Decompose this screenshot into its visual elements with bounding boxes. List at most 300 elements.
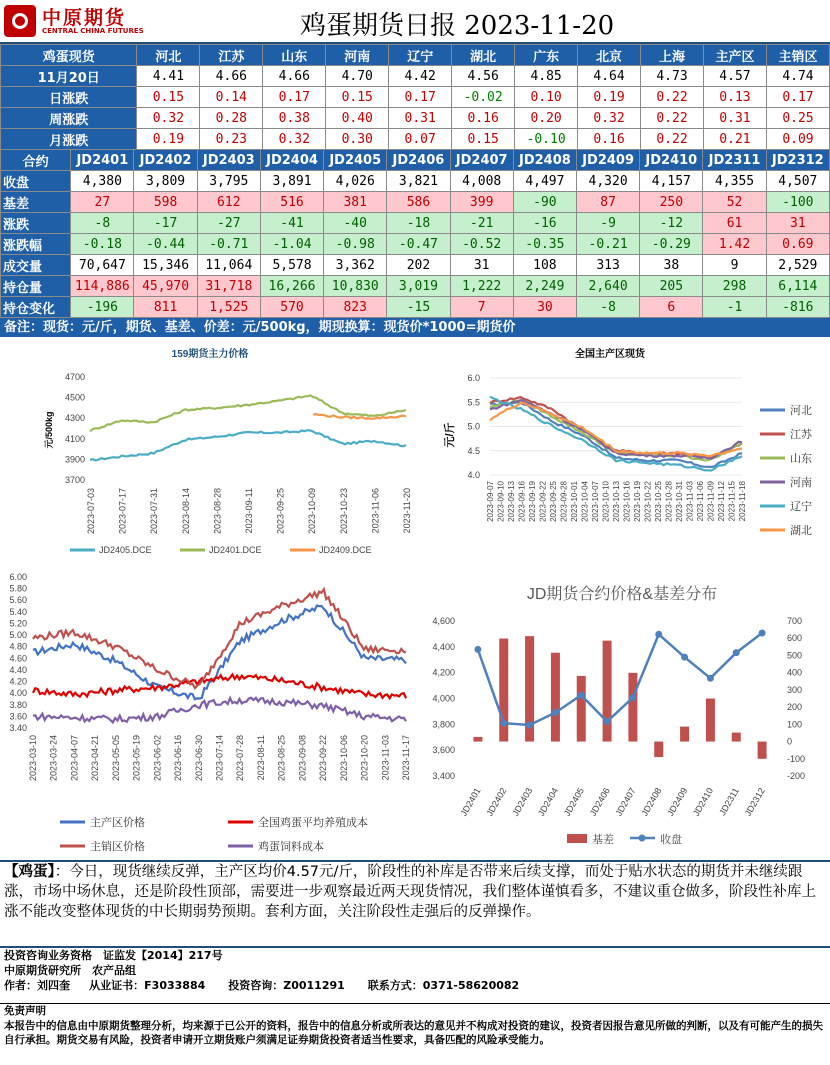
spot-cell: 0.22 <box>641 108 704 129</box>
x-tick-label: 2023-06-16 <box>173 735 184 782</box>
futures-cell: 38 <box>640 255 703 276</box>
spot-cell: 0.40 <box>326 108 389 129</box>
x-tick-label: 2023-09-11 <box>244 488 254 534</box>
x-tick-label: 2023-09-10 <box>496 481 506 522</box>
consult-id: 投资咨询：Z0011291 <box>228 979 345 992</box>
futures-cell: -0.35 <box>513 234 576 255</box>
spot-row <box>1 108 830 129</box>
x-category-label: JD2408 <box>639 786 664 818</box>
basis-bar <box>603 641 612 742</box>
y-right-tick-label: 300 <box>787 684 803 695</box>
futures-row-label: 涨跌幅 <box>1 234 71 255</box>
spot-cell: 0.28 <box>200 108 263 129</box>
basis-bar <box>732 733 741 742</box>
x-tick-label: 2023-10-25 <box>654 481 663 522</box>
x-tick-label: 2023-11-12 <box>717 481 726 522</box>
spot-cell: -0.10 <box>515 129 578 150</box>
x-category-label: JD2311 <box>717 786 741 818</box>
futures-cell: -27 <box>197 213 260 234</box>
legend-label: 主销区价格 <box>90 841 145 853</box>
x-tick-label: 2023-10-01 <box>570 481 579 522</box>
x-tick-label: 2023-04-07 <box>69 735 80 782</box>
x-tick-label: 2023-10-07 <box>591 481 600 522</box>
y-tick-label: 4.5 <box>467 445 480 456</box>
spot-cell: 0.17 <box>766 87 829 108</box>
futures-row <box>1 213 830 234</box>
x-category-label: JD2407 <box>613 786 638 818</box>
y-tick-label: 4700 <box>64 372 85 382</box>
legend-label: 江苏 <box>790 429 812 441</box>
spot-cell: 0.15 <box>452 129 515 150</box>
futures-cell: 202 <box>387 255 450 276</box>
close-point <box>759 630 766 637</box>
y-tick-label: 4.20 <box>9 676 27 687</box>
x-tick-label: 2023-10-19 <box>633 481 642 522</box>
spot-cell: 0.32 <box>263 129 326 150</box>
x-tick-label: 2023-10-13 <box>612 481 621 522</box>
spot-cell: 0.15 <box>326 87 389 108</box>
close-point <box>681 654 688 661</box>
futures-cell: 4,497 <box>513 171 576 192</box>
futures-cell: -0.71 <box>197 234 260 255</box>
y-tick-label: 3900 <box>64 454 85 465</box>
spot-price-table <box>0 44 830 150</box>
price-cost-chart <box>0 570 415 860</box>
spot-cell: 0.38 <box>263 108 326 129</box>
close-point <box>500 720 507 727</box>
spot-cell: 4.56 <box>452 66 515 87</box>
spot-cell: 0.13 <box>703 87 766 108</box>
spot-cell: 4.66 <box>200 66 263 87</box>
futures-cell: 250 <box>640 192 703 213</box>
futures-cell: 4,355 <box>703 171 766 192</box>
close-point <box>526 721 533 728</box>
futures-row <box>1 171 830 192</box>
disclaimer-title: 免责声明 <box>4 1005 46 1017</box>
spot-cell: 0.16 <box>578 129 641 150</box>
futures-cell: -0.98 <box>324 234 387 255</box>
y-tick-label: 5.60 <box>9 595 27 606</box>
y-right-tick-label: -200 <box>787 771 806 781</box>
disclaimer <box>0 1003 830 1048</box>
futures-cell: 3,891 <box>260 171 323 192</box>
spot-cell: 4.85 <box>515 66 578 87</box>
x-tick-label: 2023-10-09 <box>307 488 318 535</box>
futures-cell: 1.42 <box>703 234 766 255</box>
futures-row <box>1 297 830 318</box>
spot-cell: 0.22 <box>641 87 704 108</box>
x-tick-label: 2023-11-20 <box>402 488 412 534</box>
spot-cell: 0.17 <box>263 87 326 108</box>
futures-cell: -41 <box>260 213 323 234</box>
futures-header-cell: JD2311 <box>703 150 766 171</box>
futures-row-label: 收盘 <box>1 171 71 192</box>
x-category-label: JD2409 <box>665 786 690 818</box>
x-tick-label: 2023-09-22 <box>538 481 548 522</box>
spot-cell: 4.64 <box>578 66 641 87</box>
y-left-tick-label: 3,600 <box>432 745 455 756</box>
x-tick-label: 2023-10-10 <box>601 481 611 522</box>
y-right-tick-label: -100 <box>787 753 806 764</box>
logo-text-en: CENTRAL CHINA FUTURES <box>42 27 144 35</box>
basis-bar <box>654 742 663 758</box>
x-tick-label: 2023-06-02 <box>152 735 163 782</box>
y-tick-label: 6.0 <box>467 373 480 383</box>
x-tick-label: 2023-06-30 <box>193 735 204 782</box>
legend-label: 河南 <box>790 477 812 489</box>
futures-header-cell: JD2405 <box>324 150 387 171</box>
logo-text-cn: 中原期货 <box>42 7 127 29</box>
futures-cell: 5,578 <box>260 255 323 276</box>
spot-header-cell: 主产区 <box>703 45 766 66</box>
futures-cell: -816 <box>766 297 829 318</box>
futures-header-cell: JD2407 <box>450 150 513 171</box>
author-line <box>4 978 830 993</box>
x-tick-label: 2023-09-13 <box>507 481 516 522</box>
futures-cell: -0.29 <box>640 234 703 255</box>
futures-cell: -8 <box>71 213 134 234</box>
x-tick-label: 2023-08-25 <box>276 735 287 782</box>
x-category-label: JD2402 <box>484 786 509 818</box>
x-tick-label: 2023-10-20 <box>359 735 370 782</box>
x-tick-label: 2023-09-16 <box>517 481 527 522</box>
y-right-tick-label: 100 <box>787 719 803 730</box>
c3-line-1 <box>33 675 406 699</box>
x-tick-label: 2023-09-08 <box>297 735 308 782</box>
y-tick-label: 5.40 <box>9 606 27 617</box>
x-category-label: JD2401 <box>458 786 483 818</box>
spot-row <box>1 66 830 87</box>
futures-cell: 61 <box>703 213 766 234</box>
futures-row-label: 持仓量 <box>1 276 71 297</box>
basis-bar <box>680 727 689 742</box>
futures-cell: 11,064 <box>197 255 260 276</box>
x-tick-label: 2023-09-22 <box>318 735 329 782</box>
basis-bar <box>577 676 586 742</box>
futures-cell: 7 <box>450 297 513 318</box>
x-tick-label: 2023-08-14 <box>180 488 191 535</box>
main-contract-price-chart <box>0 340 415 568</box>
spot-header-cell: 江苏 <box>200 45 263 66</box>
futures-cell: 87 <box>577 192 640 213</box>
legend-label: 鸡蛋饲料成本 <box>258 841 324 853</box>
c3-line-0 <box>33 606 406 700</box>
spot-cell: 0.23 <box>200 129 263 150</box>
y-left-tick-label: 4,600 <box>432 616 455 626</box>
futures-cell: 6 <box>640 297 703 318</box>
x-category-label: JD2405 <box>561 786 586 818</box>
futures-cell: -1.04 <box>260 234 323 255</box>
x-tick-label: 2023-03-10 <box>28 735 38 782</box>
futures-table <box>0 149 830 318</box>
spot-cell: 0.17 <box>389 87 452 108</box>
y-tick-label: 5.80 <box>9 583 27 594</box>
close-point <box>604 718 611 725</box>
x-tick-label: 2023-11-18 <box>738 481 747 522</box>
chart-title: JD期货合约价格&基差分布 <box>526 586 718 603</box>
x-tick-label: 2023-09-28 <box>559 481 569 522</box>
report-header <box>0 0 830 44</box>
y-tick-label: 3.80 <box>9 699 27 710</box>
x-tick-label: 2023-07-31 <box>149 488 160 535</box>
futures-header-cell: JD2408 <box>513 150 576 171</box>
futures-cell: -18 <box>387 213 450 234</box>
futures-cell: -15 <box>387 297 450 318</box>
x-tick-label: 2023-10-06 <box>338 735 349 782</box>
futures-cell: 381 <box>324 192 387 213</box>
x-tick-label: 2023-10-04 <box>580 481 590 522</box>
futures-cell: 31 <box>766 213 829 234</box>
futures-header-cell: JD2401 <box>71 150 134 171</box>
futures-cell: 31 <box>450 255 513 276</box>
futures-cell: -17 <box>134 213 197 234</box>
futures-cell: 52 <box>703 192 766 213</box>
y-tick-label: 4.0 <box>467 470 480 480</box>
spot-cell: 0.32 <box>137 108 200 129</box>
futures-cell: 4,026 <box>324 171 387 192</box>
spot-cell: 0.16 <box>452 108 515 129</box>
futures-cell: -0.47 <box>387 234 450 255</box>
futures-cell: 205 <box>640 276 703 297</box>
spot-cell: 0.10 <box>515 87 578 108</box>
futures-cell: 516 <box>260 192 323 213</box>
comment-text: ：今日，现货继续反弹，主产区均价4.57元/斤，阶段性的补库是否带来后续支撑，而处于贴水状态的期货并未继续跟涨，市场中场休息，还是阶段性顶部，需要进一步观察最近两天现货情况，我们整体谨慎看多，不建议重仓做多，阶段性补库上涨不能改变整体现货的中长期弱势预期。套利方面，关注阶段性走强后的反弹操作。 <box>4 864 816 920</box>
spot-cell: 0.19 <box>137 129 200 150</box>
x-tick-label: 2023-11-17 <box>401 735 411 781</box>
y-axis-label: 元/500kg <box>44 411 54 449</box>
futures-cell: 70,647 <box>71 255 134 276</box>
futures-cell: 3,019 <box>387 276 450 297</box>
futures-cell: 6,114 <box>766 276 829 297</box>
x-tick-label: 2023-07-28 <box>235 735 246 782</box>
y-tick-label: 4100 <box>64 433 85 444</box>
close-point <box>629 694 636 701</box>
futures-cell: 30 <box>513 297 576 318</box>
futures-cell: -12 <box>640 213 703 234</box>
x-tick-label: 2023-09-19 <box>528 481 537 522</box>
futures-header-cell: JD2403 <box>197 150 260 171</box>
certificate: 从业证书：F3033884 <box>89 979 206 992</box>
spot-cell: 0.31 <box>389 108 452 129</box>
legend-label: JD2401.DCE <box>209 545 262 555</box>
x-category-label: JD2406 <box>587 786 612 818</box>
x-tick-label: 2023-07-17 <box>117 488 128 535</box>
spot-row-label: 日涨跌 <box>1 87 137 108</box>
qualification-line: 投资咨询业务资格 证监发【2014】217号 <box>4 949 223 962</box>
futures-cell: 313 <box>577 255 640 276</box>
legend-label: 河北 <box>790 405 812 417</box>
spot-cell: 0.15 <box>137 87 200 108</box>
x-tick-label: 2023-10-23 <box>338 488 349 535</box>
futures-cell: -9 <box>577 213 640 234</box>
spot-cell: 0.07 <box>389 129 452 150</box>
spot-cell: 0.25 <box>766 108 829 129</box>
spot-row <box>1 129 830 150</box>
x-tick-label: 2023-10-22 <box>643 481 653 522</box>
legend-label: JD2405.DCE <box>99 545 152 555</box>
basis-bar <box>551 653 560 742</box>
x-tick-label: 2023-08-11 <box>255 735 266 781</box>
close-point <box>733 649 740 656</box>
x-tick-label: 2023-11-09 <box>706 481 716 522</box>
x-tick-label: 2023-09-25 <box>275 488 286 535</box>
futures-cell: -0.21 <box>577 234 640 255</box>
spot-header-cell: 北京 <box>578 45 641 66</box>
c3-line-2 <box>33 589 406 688</box>
x-tick-label: 2023-11-06 <box>370 488 381 534</box>
spot-header-cell: 辽宁 <box>389 45 452 66</box>
close-line <box>478 633 762 725</box>
legend-label: 山东 <box>790 453 812 465</box>
x-tick-label: 2023-05-05 <box>110 735 121 782</box>
spot-header-cell: 河北 <box>137 45 200 66</box>
legend-label: 主产区价格 <box>90 817 145 829</box>
x-tick-label: 2023-08-28 <box>212 488 223 535</box>
y-right-tick-label: 200 <box>787 702 803 713</box>
x-category-label: JD2403 <box>510 786 535 818</box>
futures-cell: 3,821 <box>387 171 450 192</box>
y-tick-label: 4.60 <box>9 653 27 664</box>
futures-cell: 3,809 <box>134 171 197 192</box>
futures-cell: -0.44 <box>134 234 197 255</box>
futures-cell: 1,222 <box>450 276 513 297</box>
spot-cell: 4.70 <box>326 66 389 87</box>
futures-cell: 10,830 <box>324 276 387 297</box>
futures-cell: 31,718 <box>197 276 260 297</box>
x-tick-label: 2023-09-25 <box>549 481 558 522</box>
y-tick-label: 4.80 <box>9 641 27 652</box>
x-tick-label: 2023-03-24 <box>48 735 59 782</box>
y-tick-label: 6.00 <box>9 572 27 582</box>
spot-header-cell: 湖北 <box>452 45 515 66</box>
spot-row-label: 11月20日 <box>1 66 137 87</box>
spot-cell: 0.20 <box>515 108 578 129</box>
futures-cell: 598 <box>134 192 197 213</box>
close-point <box>707 675 714 682</box>
legend-label: 辽宁 <box>790 501 812 513</box>
spot-cell: 4.42 <box>389 66 452 87</box>
y-axis-label: 元/斤 <box>444 422 456 448</box>
futures-cell: 811 <box>134 297 197 318</box>
futures-cell: 612 <box>197 192 260 213</box>
y-left-tick-label: 3,400 <box>432 771 455 781</box>
spot-row <box>1 87 830 108</box>
futures-cell: 16,266 <box>260 276 323 297</box>
y-left-tick-label: 4,000 <box>432 693 455 704</box>
c3-line-3 <box>33 698 406 723</box>
spot-cell: 0.31 <box>703 108 766 129</box>
y-right-tick-label: 600 <box>787 633 803 644</box>
x-tick-label: 2023-07-03 <box>86 488 96 535</box>
futures-cell: 3,362 <box>324 255 387 276</box>
spot-row-label: 周涨跌 <box>1 108 137 129</box>
close-point <box>474 646 481 653</box>
spot-header-cell: 鸡蛋现货 <box>1 45 137 66</box>
futures-header-cell: JD2409 <box>577 150 640 171</box>
x-tick-label: 2023-11-03 <box>380 735 391 781</box>
futures-row <box>1 192 830 213</box>
futures-row-label: 成交量 <box>1 255 71 276</box>
legend-label: 基差 <box>592 834 614 846</box>
futures-cell: 4,320 <box>577 171 640 192</box>
y-left-tick-label: 4,200 <box>432 667 455 678</box>
spot-header-cell: 主销区 <box>766 45 829 66</box>
futures-cell: -8 <box>577 297 640 318</box>
units-note: 备注：现货：元/斤，期货、基差、价差：元/500kg，期现换算：现货价*1000=期货价 <box>0 318 830 337</box>
futures-row <box>1 234 830 255</box>
y-tick-label: 5.0 <box>467 421 480 432</box>
y-right-tick-label: 400 <box>787 667 803 678</box>
y-left-tick-label: 3,800 <box>432 719 455 730</box>
y-right-tick-label: 0 <box>787 736 793 747</box>
spot-cell: 0.14 <box>200 87 263 108</box>
x-tick-label: 2023-05-19 <box>131 735 142 782</box>
spot-cell: 4.73 <box>641 66 704 87</box>
y-tick-label: 4500 <box>64 392 85 403</box>
futures-cell: -40 <box>324 213 387 234</box>
spot-region-chart <box>420 340 828 568</box>
report-title: 鸡蛋期货日报 2023-11-20 <box>300 11 615 41</box>
futures-cell: 298 <box>703 276 766 297</box>
x-tick-label: 2023-11-03 <box>685 481 695 522</box>
x-tick-label: 2023-04-21 <box>90 735 101 782</box>
futures-cell: -100 <box>766 192 829 213</box>
futures-row-label: 持仓变化 <box>1 297 71 318</box>
x-category-label: JD2404 <box>535 786 561 818</box>
y-tick-label: 4.40 <box>9 664 27 675</box>
y-tick-label: 4.00 <box>9 688 27 699</box>
chart-title: 159期货主力价格 <box>171 349 249 360</box>
futures-header-cell: JD2404 <box>260 150 323 171</box>
spot-header-cell: 山东 <box>263 45 326 66</box>
futures-header-cell: JD2410 <box>640 150 703 171</box>
market-comment <box>0 860 830 922</box>
y-right-tick-label: 500 <box>787 650 803 661</box>
futures-cell: -0.18 <box>71 234 134 255</box>
futures-cell: -196 <box>71 297 134 318</box>
futures-cell: 4,157 <box>640 171 703 192</box>
x-tick-label: 2023-10-16 <box>622 481 632 522</box>
basis-bar <box>628 673 637 742</box>
futures-row-label: 基差 <box>1 192 71 213</box>
contract-basis-chart <box>415 570 828 860</box>
x-tick-label: 2023-10-28 <box>664 481 674 522</box>
basis-bar <box>758 742 767 759</box>
futures-cell: 2,249 <box>513 276 576 297</box>
x-tick-label: 2023-09-07 <box>486 481 495 522</box>
company-logo <box>4 3 154 39</box>
logo-mark-icon <box>4 5 36 37</box>
futures-cell: 570 <box>260 297 323 318</box>
futures-cell: 4,507 <box>766 171 829 192</box>
legend-swatch <box>567 834 587 843</box>
futures-cell: -1 <box>703 297 766 318</box>
spot-cell: 0.19 <box>578 87 641 108</box>
futures-header-cell: JD2312 <box>766 150 829 171</box>
legend-label: 湖北 <box>790 525 812 537</box>
spot-cell: 4.41 <box>137 66 200 87</box>
spot-cell: 0.22 <box>641 129 704 150</box>
spot-cell: -0.02 <box>452 87 515 108</box>
spot-header-cell: 上海 <box>641 45 704 66</box>
spot-header-cell: 广东 <box>515 45 578 66</box>
legend-label: 全国鸡蛋平均养殖成本 <box>258 817 368 829</box>
contact: 联系方式：0371-58620082 <box>367 979 520 992</box>
c1-line-1 <box>90 395 406 431</box>
futures-header-cell: JD2406 <box>387 150 450 171</box>
futures-cell: 27 <box>71 192 134 213</box>
futures-row <box>1 276 830 297</box>
